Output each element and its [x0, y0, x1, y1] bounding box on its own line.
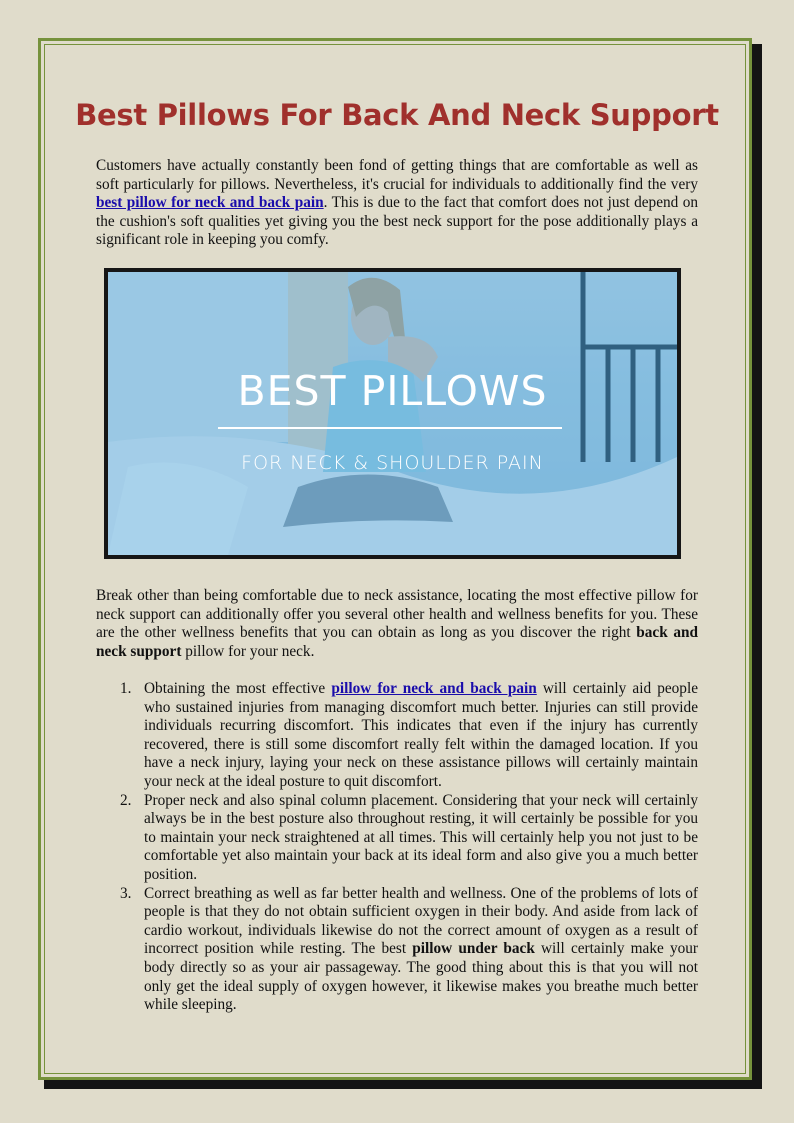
list-number: 2.	[120, 791, 132, 809]
list-item-text: Proper neck and also spinal column placement. Considering that your neck will certainly always be in the best posture also throughout resting, it will certainly be possible for you to maintain your neck straightened at all times. This will certainly help you not just to be comfortable yet also maintain your back at its ideal form and also give you a much better position.	[144, 791, 698, 883]
list-item-bold-phrase: pillow under back	[412, 940, 535, 958]
page-title: Best Pillows For Back And Neck Support	[75, 98, 719, 132]
list-item	[96, 792, 698, 885]
list-item	[96, 680, 698, 792]
intro-text: Customers have actually constantly been fond of getting things that are comfortable as well as soft particularly for pillows. Nevertheless, it's crucial for individuals to additionally find the very	[96, 157, 698, 193]
list-item-link[interactable]: pillow for neck and back pain	[331, 680, 537, 697]
body-paragraph	[96, 587, 698, 661]
body-text: Break other than being comfortable due to neck assistance, locating the most effective pillow for neck support can additionally offer you several other health and wellness benefits for you. These are the other wellness benefits that you can obtain as long as you discover the right	[96, 587, 698, 642]
list-item-text: Correct breathing as well as far better health and wellness. One of the problems of lots of people is that they do not obtain sufficient oxygen in their body. And aside from lack of cardio workout, individuals likewise do not the correct amount of oxygen as a result of incorrect position while resting. The best	[144, 884, 698, 958]
hero-heading: BEST PILLOWS	[237, 367, 548, 415]
body-bold-phrase: back and neck support	[96, 624, 698, 660]
benefits-list	[96, 680, 698, 1015]
list-item-text-end: will certainly make your body directly so as your air passageway. The good thing about this is that you will not only get the ideal supply of oxygen however, it likewise makes you breathe much better while sleeping.	[144, 940, 698, 1014]
list-number: 1.	[120, 680, 132, 697]
intro-text-end: . This is due to the fact that comfort does not just depend on the cushion's soft qualities yet giving you the best neck support for the pose additionally plays a significant role in keeping you comfy.	[96, 194, 698, 249]
list-number: 3.	[120, 884, 132, 902]
body-text-end: pillow for your neck.	[181, 642, 315, 660]
hero-subheading: FOR NECK & SHOULDER PAIN	[241, 452, 544, 474]
list-item-text: Obtaining the most effective	[144, 680, 332, 697]
hero-divider	[218, 427, 562, 429]
intro-paragraph	[96, 157, 698, 250]
hero-photo	[108, 272, 677, 555]
list-item	[96, 885, 698, 1015]
hero-image	[104, 268, 681, 559]
list-item-text-end: will certainly aid people who sustained injuries from managing discomfort much better. Injuries can still provide individuals recurring discomfort. This indicates that even if the injury has currently recovered, there is still some discomfort really felt within the damaged location. If you have a neck injury, laying your neck on these assistance pillows will certainly maintain your neck at the ideal posture to quit discomfort.	[144, 680, 698, 790]
intro-link[interactable]: best pillow for neck and back pain	[96, 194, 324, 212]
